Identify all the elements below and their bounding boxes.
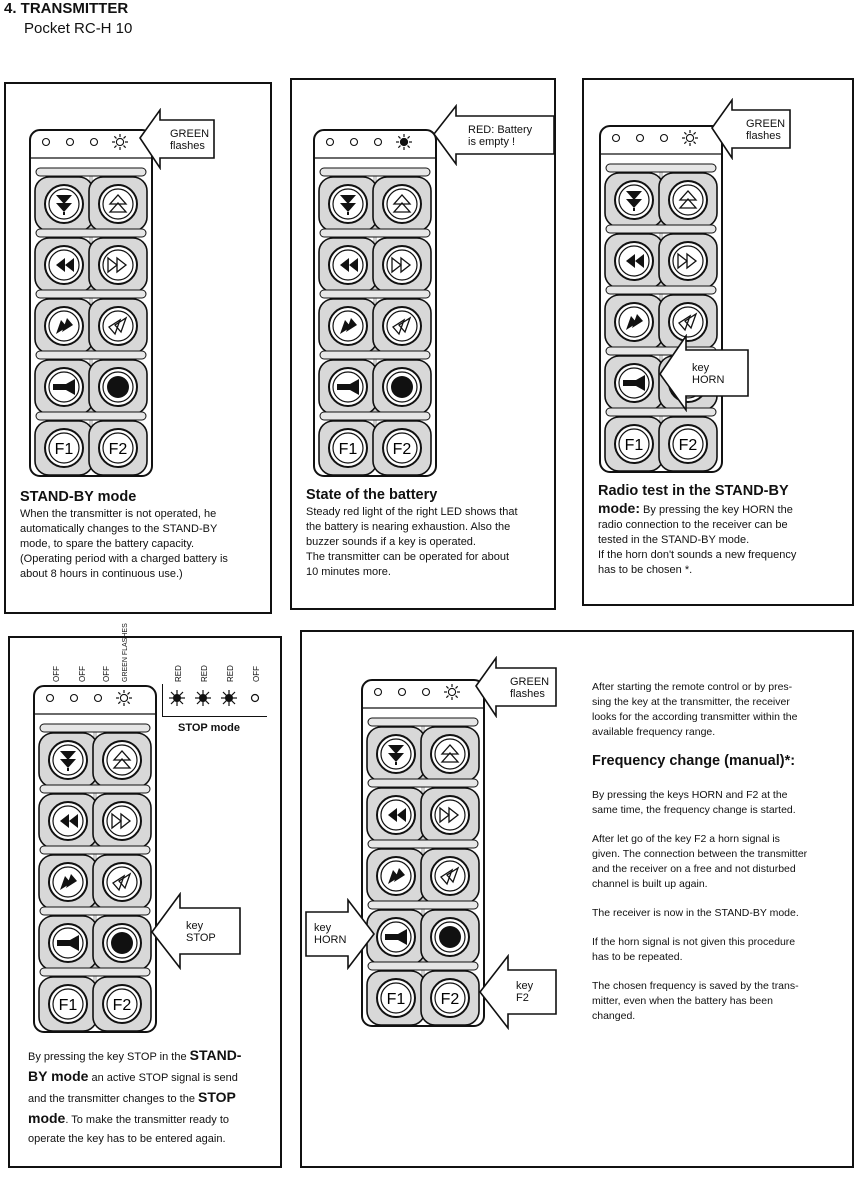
led-off-icon (423, 689, 430, 696)
forward-key (659, 234, 717, 288)
down-arrow-key (39, 733, 97, 787)
remote-illustration (360, 678, 486, 1028)
rewind-key (319, 238, 377, 292)
section-title: 4. TRANSMITTER (4, 0, 129, 17)
remote-illustration (312, 128, 438, 478)
frequency-heading: Frequency change (manual)*: (592, 753, 796, 769)
battery-text: State of the battery Steady red light of the right LED shows that the battery is nearing exhaustion. Also the buzzer sounds if a key is operated. The transmitter can be operated for about 10 minutes more. (306, 488, 552, 580)
led-off-icon (637, 135, 644, 142)
led-off-icon (661, 135, 668, 142)
rewind-key (605, 234, 663, 288)
up-arrow-key (89, 177, 147, 231)
svg-text:F2: F2 (108, 441, 128, 458)
key-stop-callout: key STOP (150, 892, 244, 975)
svg-text:F1: F1 (54, 441, 74, 458)
svg-text:F2: F2 (678, 437, 698, 454)
up-arrow-key (93, 733, 151, 787)
green-flashes-callout: GREEN flashes (710, 98, 794, 165)
stop-mode-text: By pressing the key STOP in the STAND- BY mode an active STOP signal is send and the transmitter changes to the STOP mode. To make the transmitter ready to operate the key has to be entered again. (28, 1047, 242, 1145)
key-horn-callout: key HORN (658, 334, 752, 417)
stop-key (373, 360, 431, 414)
led-off-icon (327, 139, 334, 146)
led-green-flash-icon (444, 684, 460, 700)
led-off-icon (95, 695, 102, 702)
up-arrow-key (373, 177, 431, 231)
standby-text: STAND-BY mode When the transmitter is not operated, he automatically changes to the STAND-BY mode, to spare the battery capacity. (Operating period with a charged battery is about 8 hours in continuous use.) (20, 490, 260, 582)
diagonal-key-right (421, 849, 479, 903)
diagonal-key-left (605, 295, 663, 349)
svg-text:F1: F1 (624, 437, 644, 454)
led-off-icon (47, 695, 54, 702)
led-green-flash-icon (682, 130, 698, 146)
diagonal-key-left (367, 849, 425, 903)
svg-text:F1: F1 (58, 997, 78, 1014)
section-subtitle: Pocket RC-H 10 (24, 20, 133, 37)
svg-text:F2: F2 (112, 997, 132, 1014)
up-arrow-key (421, 727, 479, 781)
horn-key (35, 360, 93, 414)
radio-test-text: Radio test in the STAND-BY mode: By pressing the key HORN the radio connection to the receiver can be tested in the STAND-BY mode. If the horn don't sounds a new frequency has to be chosen *. (598, 484, 844, 578)
standby-heading: STAND-BY mode (20, 489, 137, 505)
rewind-key (39, 794, 97, 848)
forward-key (93, 794, 151, 848)
diagonal-key-right (373, 299, 431, 353)
horn-key (319, 360, 377, 414)
remote-illustration (28, 128, 154, 478)
diagonal-key-right (93, 855, 151, 909)
key-horn-callout: key HORN (304, 898, 376, 975)
stop-key (421, 910, 479, 964)
led-off-icon (71, 695, 78, 702)
led-green-flash-icon (116, 690, 132, 706)
led-red-icon (396, 134, 412, 150)
f1-key (319, 421, 377, 475)
stop-led-row (162, 684, 267, 717)
rewind-key (35, 238, 93, 292)
led-off-icon (375, 139, 382, 146)
green-flashes-callout: GREEN flashes (138, 108, 218, 175)
svg-text:F2: F2 (392, 441, 412, 458)
up-arrow-key (659, 173, 717, 227)
red-battery-callout: RED: Battery is empty ! (432, 104, 556, 171)
green-flashes-callout: GREEN flashes (474, 656, 560, 723)
led-off-icon (375, 689, 382, 696)
down-arrow-key (319, 177, 377, 231)
f1-key (367, 971, 425, 1025)
f1-key (605, 417, 663, 471)
stop-key (93, 916, 151, 970)
led-off-icon (252, 695, 259, 702)
led-off-icon (43, 139, 50, 146)
f2-key (421, 971, 479, 1025)
f2-key (659, 417, 717, 471)
f1-key (35, 421, 93, 475)
svg-text:F2: F2 (440, 991, 460, 1008)
diagonal-key-left (35, 299, 93, 353)
forward-key (89, 238, 147, 292)
forward-key (421, 788, 479, 842)
rewind-key (367, 788, 425, 842)
down-arrow-key (367, 727, 425, 781)
led-off-icon (351, 139, 358, 146)
horn-key (39, 916, 97, 970)
diagonal-key-right (89, 299, 147, 353)
key-f2-callout: key F2 (478, 954, 560, 1035)
led-red-icon (221, 690, 237, 706)
remote-illustration (32, 684, 158, 1034)
led-off-icon (399, 689, 406, 696)
radio-test-heading: Radio test in the STAND-BY (598, 483, 789, 499)
f2-key (93, 977, 151, 1031)
led-red-icon (169, 690, 185, 706)
forward-key (373, 238, 431, 292)
led-off-icon (67, 139, 74, 146)
down-arrow-key (35, 177, 93, 231)
frequency-text: After starting the remote control or by pres- sing the key at the transmitter, the receiver looks for the according transmitter within the available frequency range. Frequency change (manual)*: By pressing the keys HORN and F2 at the same time, the frequency change is started. After let go of the key F2 a horn signal is given. The connection between the transmitter and the receiver on a free and not disturbed channel is built up again. The receiver is now in the STAND-BY mode. If the horn signal is not given this procedure has to be repeated. The chosen frequency is saved by the trans- mitter, even when the battery has been changed. (592, 681, 808, 1022)
f2-key (89, 421, 147, 475)
stop-key (89, 360, 147, 414)
stop-mode-label: STOP mode (178, 722, 240, 734)
diagonal-key-left (39, 855, 97, 909)
f1-key (39, 977, 97, 1031)
battery-heading: State of the battery (306, 487, 438, 503)
horn-key (605, 356, 663, 410)
svg-text:F1: F1 (338, 441, 358, 458)
led-off-icon (91, 139, 98, 146)
led-red-icon (195, 690, 211, 706)
diagonal-key-left (319, 299, 377, 353)
f2-key (373, 421, 431, 475)
remote-illustration (598, 124, 724, 474)
led-green-flash-icon (112, 134, 128, 150)
down-arrow-key (605, 173, 663, 227)
svg-text:F1: F1 (386, 991, 406, 1008)
led-off-icon (613, 135, 620, 142)
